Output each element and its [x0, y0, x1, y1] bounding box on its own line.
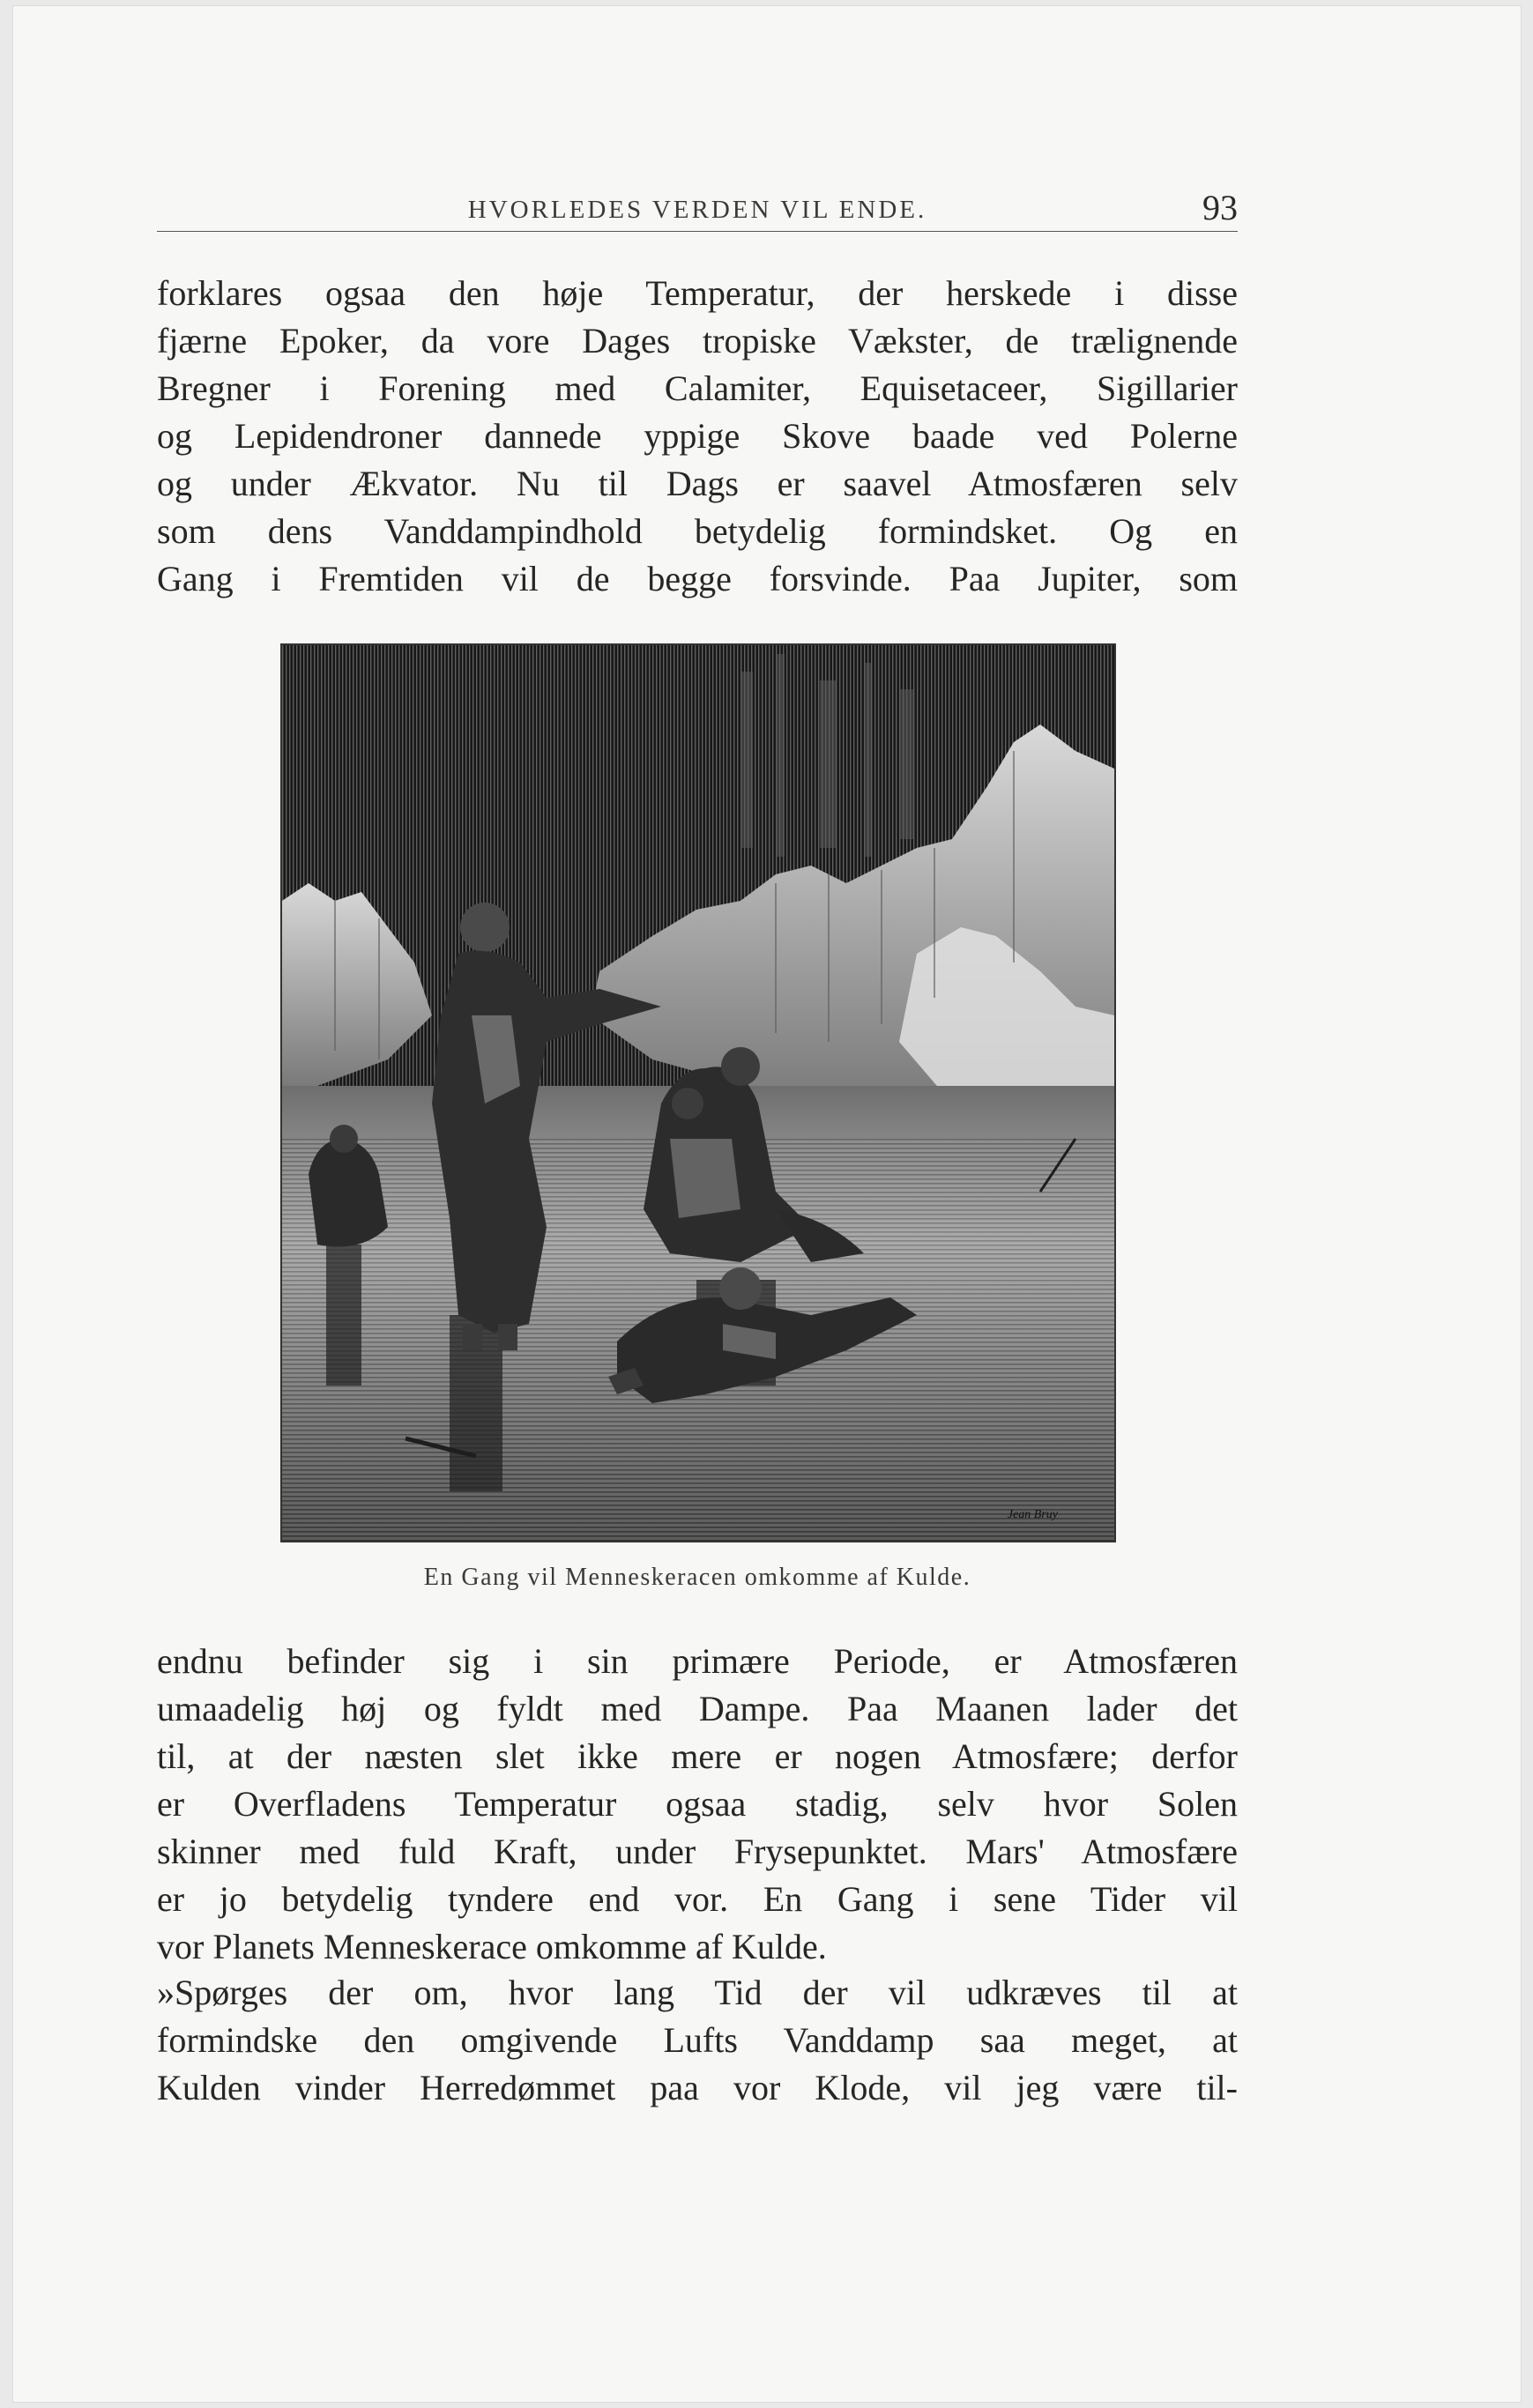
- figure-caption: En Gang vil Menneskeracen omkomme af Kulde.: [423, 1564, 971, 1591]
- engraving-illustration: [280, 643, 1116, 1542]
- paragraph-1: [157, 270, 1238, 603]
- text-line: og under Ækvator. Nu til Dags er saavel Atmosfæren selv: [157, 464, 1238, 503]
- text-line: formindske den omgivende Lufts Vanddamp saa meget, at: [157, 2020, 1238, 2060]
- text-line: fjærne Epoker, da vore Dages tropiske Vækster, de trælignende: [157, 321, 1238, 360]
- text-line: Bregner i Forening med Calamiter, Equisetaceer, Sigillarier: [157, 368, 1238, 408]
- text-line: endnu befinder sig i sin primære Periode, er Atmosfæren: [157, 1641, 1238, 1681]
- text-line: som dens Vanddampindhold betydelig formindsket. Og en: [157, 511, 1238, 551]
- text-line: umaadelig høj og fyldt med Dampe. Paa Maanen lader det: [157, 1689, 1238, 1728]
- running-title: HVORLEDES VERDEN VIL ENDE.: [467, 196, 927, 224]
- paragraph-3: [157, 1969, 1238, 2112]
- text-line: og Lepidendroner dannede yppige Skove baade ved Polerne: [157, 416, 1238, 456]
- running-header: [157, 182, 1238, 232]
- artist-signature: Jean Bruy: [1007, 1508, 1058, 1521]
- text-line: Gang i Fremtiden vil de begge forsvinde. Paa Jupiter, som: [157, 559, 1238, 598]
- text-line: skinner med fuld Kraft, under Frysepunktet. Mars' Atmosfære: [157, 1832, 1238, 1871]
- text-line: forklares ogsaa den høje Temperatur, der herskede i disse: [157, 273, 1238, 313]
- page-number: 93: [1202, 188, 1238, 227]
- text-line: vor Planets Menneskerace omkomme af Kulde.: [157, 1927, 827, 1966]
- text-line: til, at der næsten slet ikke mere er nogen Atmosfære; derfor: [157, 1736, 1238, 1776]
- paragraph-2: [157, 1638, 1238, 1971]
- text-line: Kulden vinder Herredømmet paa vor Klode, vil jeg være til-: [157, 2068, 1238, 2107]
- text-line: er Overfladens Temperatur ogsaa stadig, selv hvor Solen: [157, 1784, 1238, 1824]
- text-line: er jo betydelig tyndere end vor. En Gang i sene Tider vil: [157, 1879, 1238, 1919]
- text-line: »Spørges der om, hvor lang Tid der vil udkræves til at: [157, 1973, 1238, 2012]
